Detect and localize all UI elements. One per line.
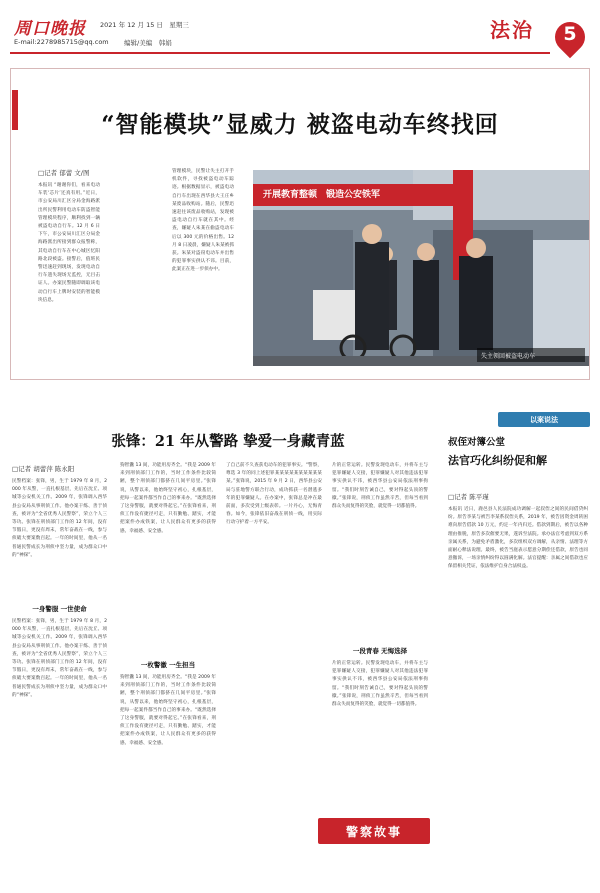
main-story-byline: □记者 胡蕾萍 陈永阳 bbox=[12, 465, 75, 473]
masthead bbox=[0, 0, 600, 68]
main-story-col2: 狗智囊 13 间，功能用房齐全。“我是 2009 年来到刑侦部门工作的，当时工作条件比较简陋，整个刑侦部门都挤在几间平房里。”张锋说，从警以来，他始终坚守初心，扎根基层，把每一起案件都当作自己的事来办。“既然选择了这身警服，就要对得起它。”在张锋看来，刑侦工作没有捷径可走，只有勤勉、踏实，才能把案件办成铁案，让人民群众有更多的获得感、幸福感、安全感。 bbox=[120, 463, 216, 534]
side-story-body: 本报讯 近日，鹿邑县人民法院成功调解一起叔侄之间的民间借贷纠纷。原告李某与被告李某系叔侄关系，2019 年，被告因资金周转困难向原告借款 10 万元，约定一年内归还。借款到期后，被告以各种理由推脱，原告多次催要无果，遂诉至法院。承办法官考虑到双方系亲属关系，为避免矛盾激化，多次组织双方调解，从亲情、法理等方面耐心释法说理。最终，被告当庭表示愿意分期偿还借款，原告也同意撤诉，一场亲情纠纷得以圆满化解。法官提醒：亲属之间借款也应保留相关凭证，依法维护自身合法权益。 bbox=[448, 507, 588, 570]
main-story-subhead3: 一段青春 无悔选择 bbox=[352, 647, 408, 655]
side-story-headline-1: 叔侄对簿公堂 bbox=[448, 437, 506, 448]
main-story-subhead1: 一身警服 一世使命 bbox=[32, 605, 87, 613]
top-story-headline: “智能模块”显威力 被盗电动车终找回 bbox=[101, 111, 499, 138]
photo-banner-text: 开展教育整顿 锻造公安铁军 bbox=[263, 190, 381, 200]
side-story-tag-text: 以案说法 bbox=[530, 416, 558, 424]
photo-caption: 失主领回被盗电动车 bbox=[481, 353, 536, 360]
main-story-col4: 片的正常运转。民警发现电动车，并将车主与犯罪嫌疑人交接，犯罪嫌疑人对其他违法犯罪事实供认不讳，被西华县公安局依法刑事拘留。“我们时刻告诫自己，要对得起头顶的警徽。”张锋说，刑侦工作虽然辛苦，但每当看到群众失而复得的笑脸，就觉得一切都值得。 bbox=[332, 463, 428, 510]
main-story-col2-cont: 狗智囊 13 间，功能用房齐全。“我是 2009 年来到刑侦部门工作的，当时工作条件比较简陋，整个刑侦部门都挤在几间平房里。”张锋说，从警以来，他始终坚守初心，扎根基层，把每一起案件都当作自己的事来办。“既然选择了这身警服，就要对得起它。”在张锋看来，刑侦工作没有捷径可走，只有勤勉、踏实，才能把案件办成铁案，让人民群众有更多的获得感、幸福感、安全感。 bbox=[120, 675, 216, 746]
masthead-editor: 编辑/美编 韩娟 bbox=[124, 39, 172, 47]
footer-banner-text: 警察故事 bbox=[345, 825, 402, 839]
main-story-col1-cont: 民警档案：张锋，男，生于 1979 年 8 月，2000 年从警，一直扎根基层，先后在沈丘、项城等公安机关工作。2009 年，张锋调入西华县公安局从事刑侦工作。他办案干练、善于侦查，被评为“全省优秀人民警察”，荣立个人三等功。张锋在刑侦部门工作的 12 年间，没有节假日，更没有周末，常年奋战在一线，参与侦破大要案数百起。一年的时间里，他从一名普通民警成长为刑侦中坚力量，成为群众口中的“神探”。 bbox=[12, 619, 107, 698]
top-story-col1: 本报讯 “谢谢你们，看来电动车装‘芯片’还真有用。”近日，市公安局川汇区分局金海路派出所民警利用电动车防盗智能管理模块程序，顺利找到一辆被盗电动自行车。12 月 6 日下午，市公安局川汇区分局金海路派出所接到群众报警称，其电动自行车在中心城区忆阳路北段被盗。接警后，值班民警迅速赶到现场，发现电动自行车遗失现场无监控，无目击证人。办案民警随即调取该电动自行车上牌时安装的智能模块信息。 bbox=[38, 183, 100, 303]
top-story-byline: □记者 郁蕾 文/图 bbox=[38, 169, 90, 177]
masthead-email: E-mail:2278985715@qq.com bbox=[14, 38, 109, 46]
section-name: 法治 bbox=[490, 18, 534, 42]
masthead-logo: 周口晚报 bbox=[14, 19, 86, 39]
side-story-headline-2: 法官巧化纠纷促和解 bbox=[448, 454, 547, 467]
main-story-col3: 了自己前不久查获电动车的犯罪事实。“警察，尊选 3 年的同上述犯罪某某某某某某某某某某某。”张锋说，2015 年 9 月 2 日，西华县公安局与驻地警方联合行动，成功抓获一名潜逃多年的犯罪嫌疑人。在办案中，张锋总是冲在最前面，多次受到上级表彰。一片丹心，无悔青春。如今，张锋依旧奋战在刑侦一线，用实际行动守护着一方平安。 bbox=[226, 463, 322, 526]
side-story-byline: □记者 陈平瑾 bbox=[448, 493, 489, 501]
main-story-col4-cont: 片的正常运转。民警发现电动车，并将车主与犯罪嫌疑人交接，犯罪嫌疑人对其他违法犯罪事实供认不讳，被西华县公安局依法刑事拘留。“我们时刻告诫自己，要对得起头顶的警徽。”张锋说，刑侦工作虽然辛苦，但每当看到群众失而复得的笑脸，就觉得一切都值得。 bbox=[332, 661, 428, 708]
top-story-photo bbox=[253, 170, 589, 366]
main-story-subhead2: 一枚警徽 一生担当 bbox=[140, 661, 196, 669]
masthead-date: 2021 年 12 月 15 日 星期三 bbox=[100, 21, 189, 29]
main-story-headline: 张锋：21 年从警路 挚爱一身藏青蓝 bbox=[111, 433, 345, 450]
masthead-rule bbox=[10, 52, 550, 54]
main-story-col1: 民警档案：张锋，男，生于 1979 年 8 月，2000 年从警，一直扎根基层，先后在沈丘、项城等公安机关工作。2009 年，张锋调入西华县公安局从事刑侦工作。他办案干练、善于侦查，被评为“全省优秀人民警察”，荣立个人三等功。张锋在刑侦部门工作的 12 年间，没有节假日，更没有周末，常年奋战在一线，参与侦破大要案数百起。一年的时间里，他从一名普通民警成长为刑侦中坚力量，成为群众口中的“神探”。 bbox=[12, 479, 107, 558]
page-number: 5 bbox=[563, 23, 577, 45]
top-story-col2: 管理模块，民警让失主打开手机软件，寻找被盗电动车踪迹。根据数据显示，被盗电动自行车出现在西华县大王庄乡某废品收购站。随后，民警迅速赶往该废品收购站，发现被盗电动自行车就在其中。经查，嫌疑人朱某在偷盗电动车后以 300 元的价格出售。12 月 8 日凌晨，嫌疑人朱某被抓获。朱某对盗窃电动车并出售的犯罪事实供认不讳。目前，此案正在进一步侦办中。 bbox=[172, 169, 234, 273]
